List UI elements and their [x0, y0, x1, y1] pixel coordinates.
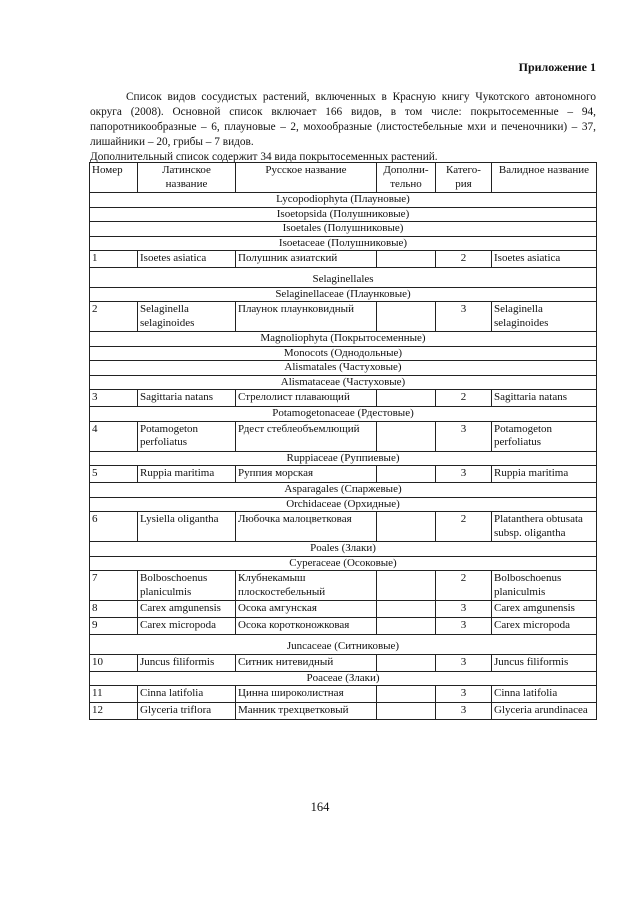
species-russian: Рдест стеблеобъемлющий [236, 421, 377, 451]
species-valid: Selaginella selaginoides [492, 302, 597, 332]
species-valid: Sagittaria natans [492, 390, 597, 407]
group-name: Poales (Злаки) [90, 542, 597, 557]
group-name: Isoetopsida (Полушниковые) [90, 207, 597, 222]
species-russian: Манник трехцветковый [236, 703, 377, 720]
group-row [90, 207, 597, 222]
species-additional [377, 571, 436, 601]
group-row [90, 346, 597, 361]
species-latin: Potamogeton perfoliatus [138, 421, 236, 451]
species-row [90, 618, 597, 635]
table-header-row [90, 163, 597, 193]
species-number: 8 [90, 601, 138, 618]
group-name: Lycopodiophyta (Плауновые) [90, 193, 597, 208]
species-latin: Selaginella selaginoides [138, 302, 236, 332]
group-row [90, 542, 597, 557]
intro-text: Список видов сосудистых растений, включенных в Красную книгу Чукотского автономного округа (2008). Основной список включает 166 видов, в том числе: покрытосеменные – 94, папоротникообразные – 6, плауновые – 2, мохообразные (листостебельные мхи и печеночники) – 37, лишайники – 20, грибы – 7 видов. [90, 91, 596, 148]
species-valid: Carex amgunensis [492, 601, 597, 618]
species-latin: Ruppia maritima [138, 466, 236, 483]
species-latin: Carex amgunensis [138, 601, 236, 618]
species-category: 3 [436, 302, 492, 332]
header-valid: Валидное название [492, 163, 597, 193]
species-russian: Цинна широколистная [236, 686, 377, 703]
header-additional: Дополни-тельно [377, 163, 436, 193]
species-category: 3 [436, 466, 492, 483]
group-name: Cyperaceae (Осоковые) [90, 556, 597, 571]
species-additional [377, 466, 436, 483]
species-russian: Клубнекамыш плоскостебельный [236, 571, 377, 601]
species-row [90, 251, 597, 268]
species-number: 1 [90, 251, 138, 268]
species-additional [377, 686, 436, 703]
species-row [90, 686, 597, 703]
species-latin: Bolboschoenus planiculmis [138, 571, 236, 601]
species-latin: Glyceria triflora [138, 703, 236, 720]
species-number: 2 [90, 302, 138, 332]
group-name: Potamogetonaceae (Рдестовые) [90, 407, 597, 422]
group-name: Juncaceae (Ситниковые) [90, 635, 597, 655]
species-russian: Осока коротконожковая [236, 618, 377, 635]
species-additional [377, 251, 436, 268]
intro-paragraph [90, 90, 596, 165]
species-russian: Руппия морская [236, 466, 377, 483]
species-additional [377, 618, 436, 635]
group-row [90, 287, 597, 302]
group-row [90, 361, 597, 376]
group-name: Alismataceae (Частуховые) [90, 375, 597, 390]
group-row [90, 193, 597, 208]
species-number: 7 [90, 571, 138, 601]
species-valid: Glyceria arundinacea [492, 703, 597, 720]
group-name: Ruppiaceae (Руппиевые) [90, 451, 597, 466]
species-category: 3 [436, 421, 492, 451]
group-row [90, 497, 597, 512]
species-valid: Carex micropoda [492, 618, 597, 635]
species-latin: Isoetes asiatica [138, 251, 236, 268]
species-row [90, 601, 597, 618]
species-valid: Juncus filiformis [492, 654, 597, 671]
species-category: 2 [436, 512, 492, 542]
species-category: 3 [436, 601, 492, 618]
group-name: Monocots (Однодольные) [90, 346, 597, 361]
species-latin: Carex micropoda [138, 618, 236, 635]
species-russian: Любочка малоцветковая [236, 512, 377, 542]
species-number: 12 [90, 703, 138, 720]
header-latin: Латинское название [138, 163, 236, 193]
species-additional [377, 421, 436, 451]
species-number: 11 [90, 686, 138, 703]
group-name: Selaginellales [90, 268, 597, 288]
group-row [90, 268, 597, 288]
group-name: Poaceae (Злаки) [90, 671, 597, 686]
header-russian: Русское название [236, 163, 377, 193]
species-additional [377, 302, 436, 332]
species-russian: Осока амгунская [236, 601, 377, 618]
species-row [90, 390, 597, 407]
species-number: 6 [90, 512, 138, 542]
species-valid: Ruppia maritima [492, 466, 597, 483]
group-name: Asparagales (Спаржевые) [90, 483, 597, 498]
species-category: 3 [436, 703, 492, 720]
species-additional [377, 512, 436, 542]
species-latin: Juncus filiformis [138, 654, 236, 671]
species-row [90, 512, 597, 542]
species-valid: Potamogeton perfoliatus [492, 421, 597, 451]
species-russian: Ситник нитевидный [236, 654, 377, 671]
species-row [90, 703, 597, 720]
species-row [90, 466, 597, 483]
group-row [90, 556, 597, 571]
header-number: Номер [90, 163, 138, 193]
species-additional [377, 390, 436, 407]
species-valid: Isoetes asiatica [492, 251, 597, 268]
species-category: 2 [436, 251, 492, 268]
species-valid: Cinna latifolia [492, 686, 597, 703]
species-russian: Плаунок плаунковидный [236, 302, 377, 332]
species-latin: Lysiella oligantha [138, 512, 236, 542]
group-name: Orchidaceae (Орхидные) [90, 497, 597, 512]
group-row [90, 375, 597, 390]
page-number: 164 [310, 800, 330, 814]
group-row [90, 483, 597, 498]
species-additional [377, 601, 436, 618]
group-row [90, 222, 597, 237]
species-category: 3 [436, 654, 492, 671]
group-name: Alismatales (Частуховые) [90, 361, 597, 376]
species-latin: Cinna latifolia [138, 686, 236, 703]
extra-list-text: Дополнительный список содержит 34 вида покрытосеменных растений. [90, 151, 438, 163]
group-row [90, 635, 597, 655]
group-row [90, 407, 597, 422]
species-table [89, 162, 597, 720]
species-latin: Sagittaria natans [138, 390, 236, 407]
species-number: 3 [90, 390, 138, 407]
group-name: Isoetales (Полушниковые) [90, 222, 597, 237]
species-row [90, 654, 597, 671]
group-row [90, 451, 597, 466]
species-russian: Полушник азиатский [236, 251, 377, 268]
group-row [90, 332, 597, 347]
header-category: Катего-рия [436, 163, 492, 193]
species-row [90, 302, 597, 332]
group-name: Isoetaceae (Полушниковые) [90, 236, 597, 251]
species-additional [377, 703, 436, 720]
group-row [90, 236, 597, 251]
species-number: 10 [90, 654, 138, 671]
appendix-label: Приложение 1 [518, 60, 596, 74]
species-valid: Platanthera obtusata subsp. oligantha [492, 512, 597, 542]
group-row [90, 671, 597, 686]
species-number: 5 [90, 466, 138, 483]
species-category: 3 [436, 618, 492, 635]
species-row [90, 571, 597, 601]
species-category: 2 [436, 571, 492, 601]
group-name: Selaginellaceae (Плаунковые) [90, 287, 597, 302]
species-number: 9 [90, 618, 138, 635]
species-additional [377, 654, 436, 671]
group-name: Magnoliophyta (Покрытосеменные) [90, 332, 597, 347]
species-category: 2 [436, 390, 492, 407]
species-russian: Стрелолист плавающий [236, 390, 377, 407]
species-category: 3 [436, 686, 492, 703]
species-valid: Bolboschoenus planiculmis [492, 571, 597, 601]
species-number: 4 [90, 421, 138, 451]
species-row [90, 421, 597, 451]
